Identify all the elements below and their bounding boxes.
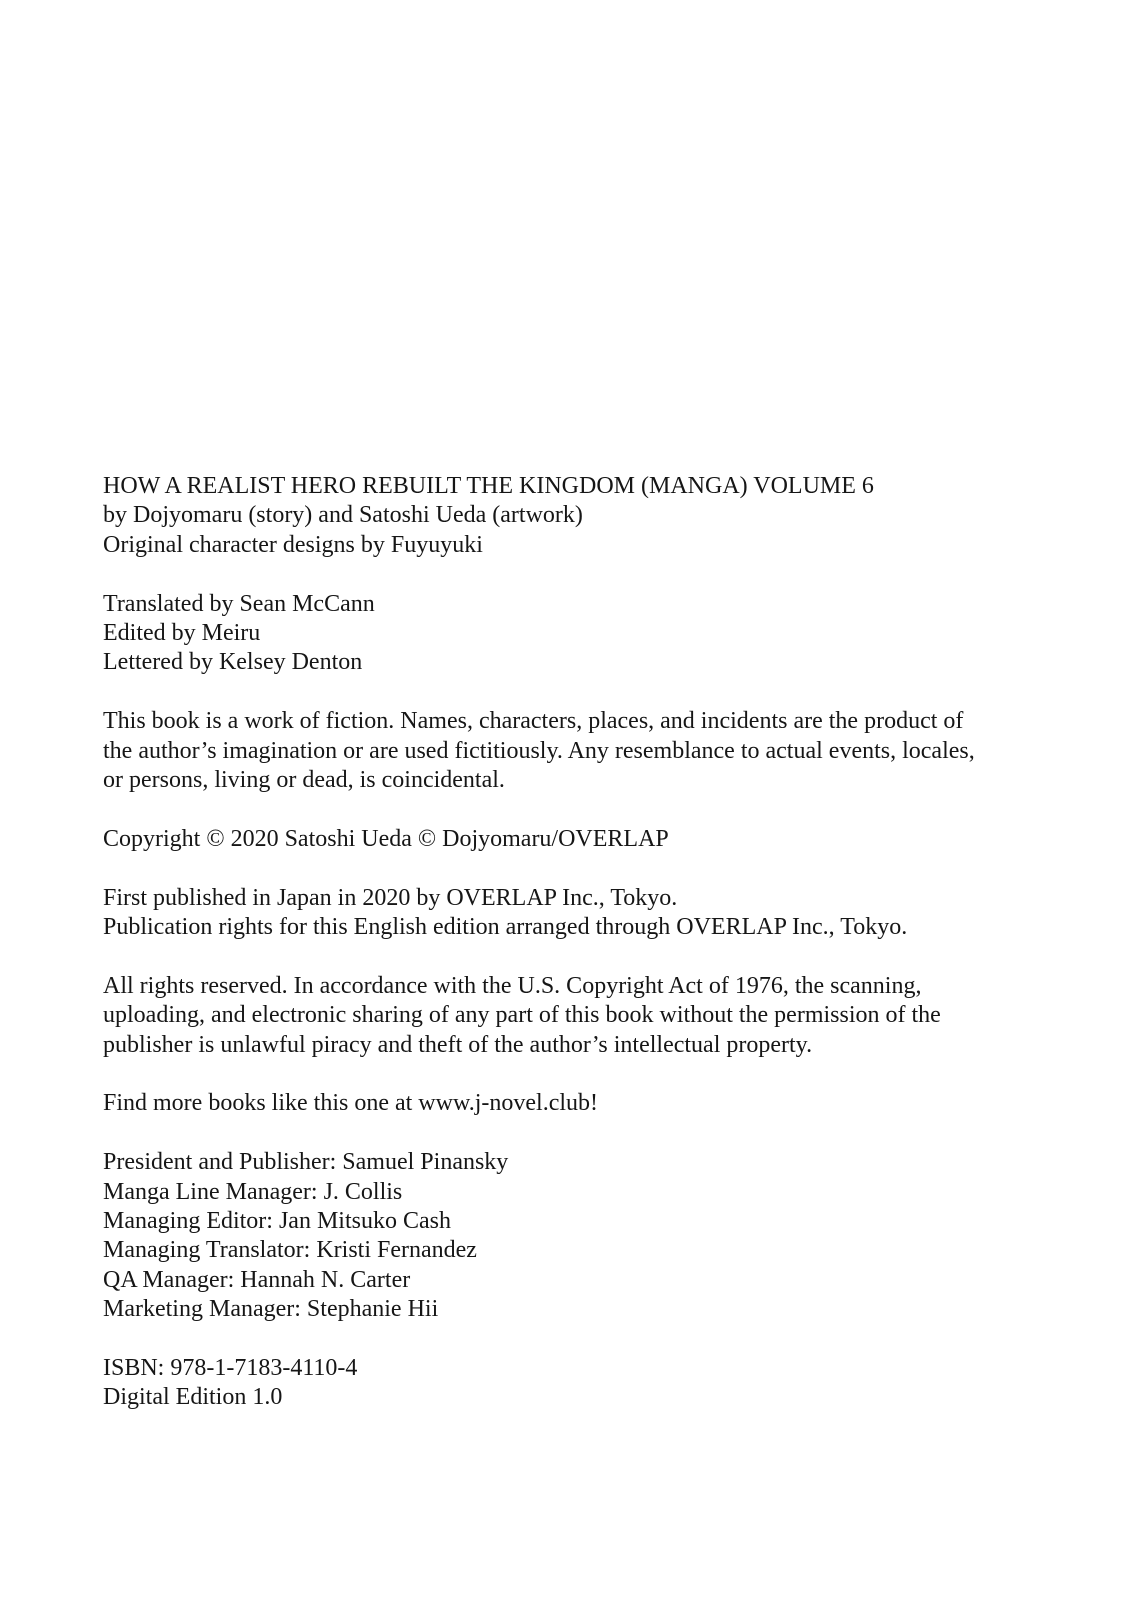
rights-line: publisher is unlawful piracy and theft of the author’s intellectual property. [103,1031,813,1058]
copyright-block [103,825,1025,854]
promo-block [103,1089,1025,1118]
publication-rights-line: Publication rights for this English edition arranged through OVERLAP Inc., Tokyo. [103,914,908,941]
isbn: ISBN: 978-1-7183-4110-4 [103,1355,358,1382]
edition-block [103,1354,1025,1413]
staff-credit: Marketing Manager: Stephanie Hii [103,1296,439,1323]
byline: by Dojyomaru (story) and Satoshi Ueda (artwork) [103,502,583,529]
title-block [103,472,1025,560]
staff-credit: Managing Editor: Jan Mitsuko Cash [103,1208,451,1235]
staff-credit: President and Publisher: Samuel Pinansky [103,1149,509,1176]
staff-credit: Manga Line Manager: J. Collis [103,1178,403,1205]
colophon-content [103,472,1025,1413]
staff-block [103,1148,1025,1324]
copyright-notice: Copyright © 2020 Satoshi Ueda © Dojyomaru/OVERLAP [103,825,669,852]
staff-credit: QA Manager: Hannah N. Carter [103,1266,411,1293]
staff-credit: Managing Translator: Kristi Fernandez [103,1237,477,1264]
rights-reserved-block [103,972,1025,1060]
publication-block [103,884,1025,943]
rights-line: All rights reserved. In accordance with the U.S. Copyright Act of 1976, the scanning, [103,972,922,999]
disclaimer-line: This book is a work of fiction. Names, characters, places, and incidents are the product of [103,708,964,735]
editor-credit: Edited by Meiru [103,620,261,647]
disclaimer-line: or persons, living or dead, is coincidental. [103,767,505,794]
edition-version: Digital Edition 1.0 [103,1384,283,1411]
letterer-credit: Lettered by Kelsey Denton [103,649,363,676]
character-designs-credit: Original character designs by Fuyuyuki [103,531,483,558]
translator-credit: Translated by Sean McCann [103,590,375,617]
fiction-disclaimer [103,707,1025,795]
disclaimer-line: the author’s imagination or are used fictitiously. Any resemblance to actual events, locales, [103,737,975,764]
book-title: HOW A REALIST HERO REBUILT THE KINGDOM (MANGA) VOLUME 6 [103,473,874,499]
first-published-line: First published in Japan in 2020 by OVERLAP Inc., Tokyo. [103,884,678,911]
rights-line: uploading, and electronic sharing of any part of this book without the permission of the [103,1002,941,1029]
localization-credits-block [103,590,1025,678]
promo-line: Find more books like this one at www.j-novel.club! [103,1090,599,1117]
